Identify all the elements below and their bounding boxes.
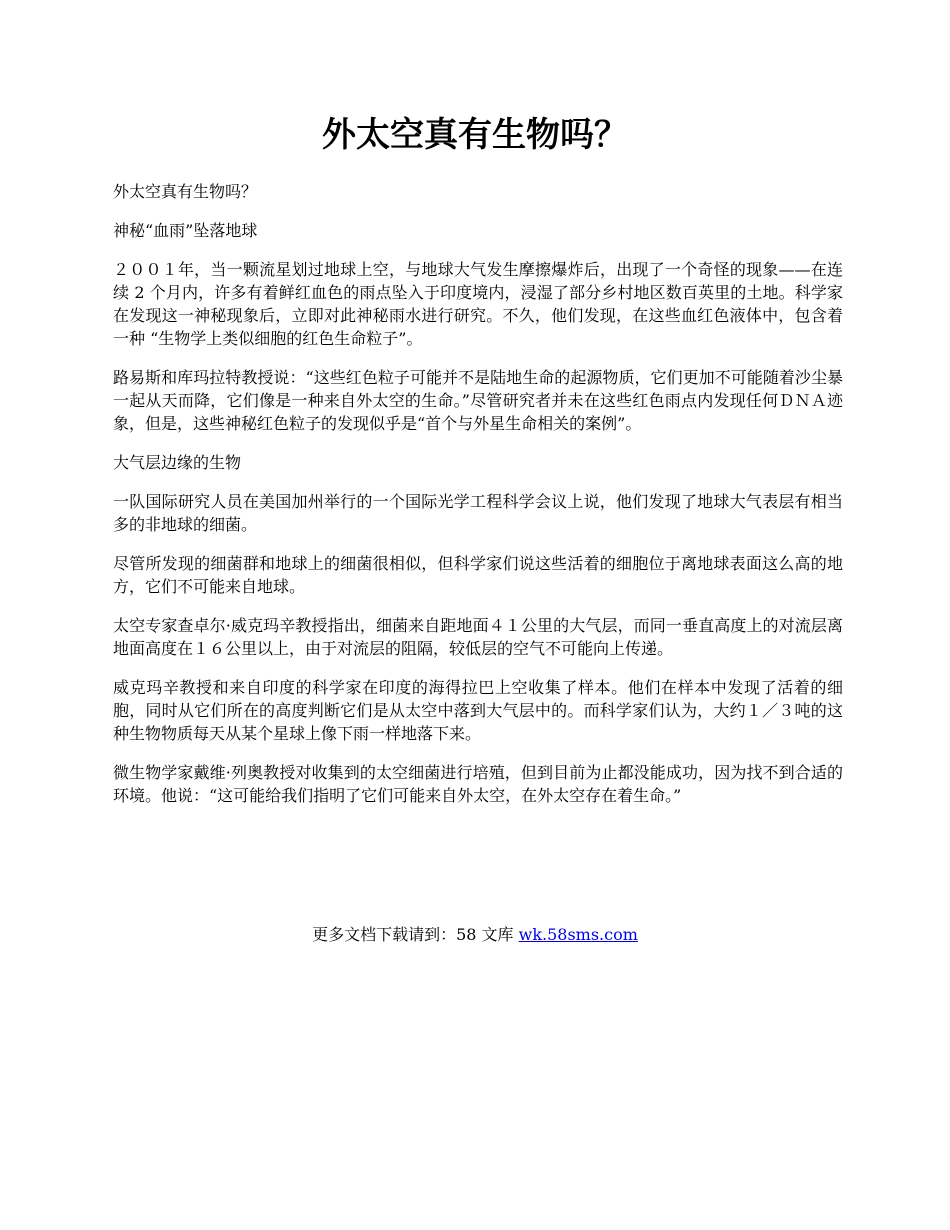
body-paragraph-professor-quote: 路易斯和库玛拉特教授说：“这些红色粒子可能并不是陆地生命的起源物质，它们更加不可能随着沙尘暴一起从天而降，它们像是一种来自外太空的生命。”尽管研究者并未在这些红色雨点内发现任何ＤＮＡ迹象，但是，这些神秘红色粒子的发现似乎是“首个与外星生命相关的案例”。	[113, 368, 843, 433]
document-body	[113, 180, 843, 823]
document-title: 外太空真有生物吗？	[322, 115, 628, 155]
section-heading-blood-rain: 神秘“血雨”坠落地球	[113, 221, 258, 240]
footer-link[interactable]: wk.58sms.com	[518, 925, 638, 944]
body-paragraph-research-team: 一队国际研究人员在美国加州举行的一个国际光学工程科学会议上说，他们发现了地球大气表层有相当多的非地球的细菌。	[113, 492, 843, 534]
section-heading-atmosphere-edge: 大气层边缘的生物	[113, 453, 242, 472]
body-paragraph-intro-title: 外太空真有生物吗？	[113, 182, 258, 201]
download-footer	[0, 924, 950, 946]
body-paragraph-samples: 威克玛辛教授和来自印度的科学家在印度的海得拉巴上空收集了样本。他们在样本中发现了活着的细胞，同时从它们所在的高度判断它们是从太空中落到大气层中的。而科学家们认为，大约１／３吨的这种生物物质每天从某个星球上像下雨一样地落下来。	[113, 678, 843, 743]
body-paragraph-bacteria-similarity: 尽管所发现的细菌群和地球上的细菌很相似，但科学家们说这些活着的细胞位于离地球表面这么高的地方，它们不可能来自地球。	[113, 554, 843, 596]
footer-text: 更多文档下载请到：58 文库	[312, 925, 519, 944]
body-paragraph-culture: 微生物学家戴维·列奥教授对收集到的太空细菌进行培殖，但到目前为止都没能成功，因为找不到合适的环境。他说：“这可能给我们指明了它们可能来自外太空，在外太空存在着生命。”	[113, 763, 843, 805]
body-paragraph-blood-rain: ２００１年，当一颗流星划过地球上空，与地球大气发生摩擦爆炸后，出现了一个奇怪的现象——在连续 2 个月内，许多有着鲜红血色的雨点坠入于印度境内，浸湿了部分乡村地区数百英里的土地。科学家在发现这一神秘现象后，立即对此神秘雨水进行研究。不久，他们发现，在这些血红色液体中，包含着一种 “生物学上类似细胞的红色生命粒子”。	[113, 260, 843, 348]
body-paragraph-altitude: 太空专家查卓尔·威克玛辛教授指出，细菌来自距地面４１公里的大气层，而同一垂直高度上的对流层离地面高度在１６公里以上，由于对流层的阻隔，较低层的空气不可能向上传递。	[113, 616, 843, 658]
